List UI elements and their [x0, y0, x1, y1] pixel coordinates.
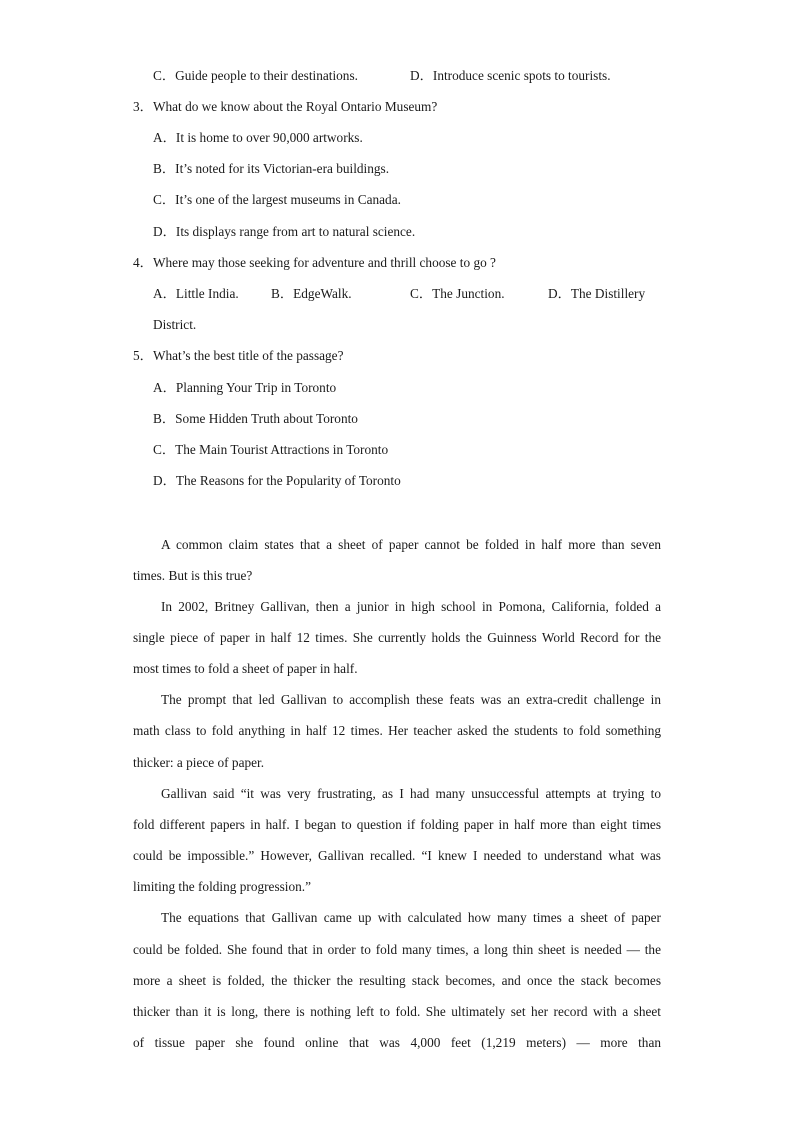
q3-option-a: A．It is home to over 90,000 artworks. — [153, 130, 363, 145]
passage-line: times. But is this true? — [133, 568, 253, 583]
q5-option-d: D．The Reasons for the Popularity of Toronto — [153, 473, 401, 488]
q5-option-b: B．Some Hidden Truth about Toronto — [153, 411, 358, 426]
q4-option-a: A．Little India. — [153, 286, 239, 301]
q4-option-b: B．EdgeWalk. — [271, 286, 352, 301]
passage-line: most times to fold a sheet of paper in half. — [133, 661, 358, 676]
passage-line: The prompt that led Gallivan to accomplish these feats was an extra-credit challenge in — [161, 692, 661, 707]
passage-line: math class to fold anything in half 12 times. Her teacher asked the students to fold something — [133, 723, 661, 738]
passage-line: thicker: a piece of paper. — [133, 755, 265, 770]
q4-stem: 4．Where may those seeking for adventure and thrill choose to go ? — [133, 255, 496, 270]
q5-stem: 5．What’s the best title of the passage? — [133, 348, 344, 363]
q5-option-a: A．Planning Your Trip in Toronto — [153, 380, 337, 395]
q3-stem: 3．What do we know about the Royal Ontario Museum? — [133, 99, 438, 114]
passage-line: of tissue paper she found online that was 4,000 feet (1,219 meters) — more than — [133, 1035, 661, 1050]
passage-line: could be impossible.” However, Gallivan recalled. “I knew I needed to understand what was — [133, 848, 661, 863]
q4-option-c: C．The Junction. — [410, 286, 505, 301]
passage-line: In 2002, Britney Gallivan, then a junior in high school in Pomona, California, folded a — [161, 599, 661, 614]
q2-option-d: D．Introduce scenic spots to tourists. — [410, 68, 611, 83]
passage-line: single piece of paper in half 12 times. She currently holds the Guinness World Record for the — [133, 630, 661, 645]
q3-option-b: B．It’s noted for its Victorian-era buildings. — [153, 161, 390, 176]
q2-option-c: C．Guide people to their destinations. — [153, 68, 358, 83]
passage-line: thicker than it is long, there is nothing left to fold. She ultimately set her record with a sheet — [133, 1004, 661, 1019]
q5-option-c: C．The Main Tourist Attractions in Toronto — [153, 442, 389, 457]
passage-line: Gallivan said “it was very frustrating, as I had many unsuccessful attempts at trying to — [161, 786, 661, 801]
passage-line: The equations that Gallivan came up with calculated how many times a sheet of paper — [161, 910, 661, 925]
passage-line: fold different papers in half. I began to question if folding paper in half more than eight times — [133, 817, 661, 832]
passage-line: could be folded. She found that in order to fold many times, a long thin sheet is needed — the — [133, 942, 661, 957]
passage-line: A common claim states that a sheet of paper cannot be folded in half more than seven — [161, 537, 661, 552]
passage-line: more a sheet is folded, the thicker the resulting stack becomes, and once the stack becomes — [133, 973, 661, 988]
q3-option-c: C．It’s one of the largest museums in Canada. — [153, 192, 401, 207]
q4-option-d-continued: District. — [153, 317, 197, 332]
q4-option-d: D．The Distillery — [548, 286, 646, 301]
passage-line: limiting the folding progression.” — [133, 879, 312, 894]
q3-option-d: D．Its displays range from art to natural science. — [153, 224, 416, 239]
